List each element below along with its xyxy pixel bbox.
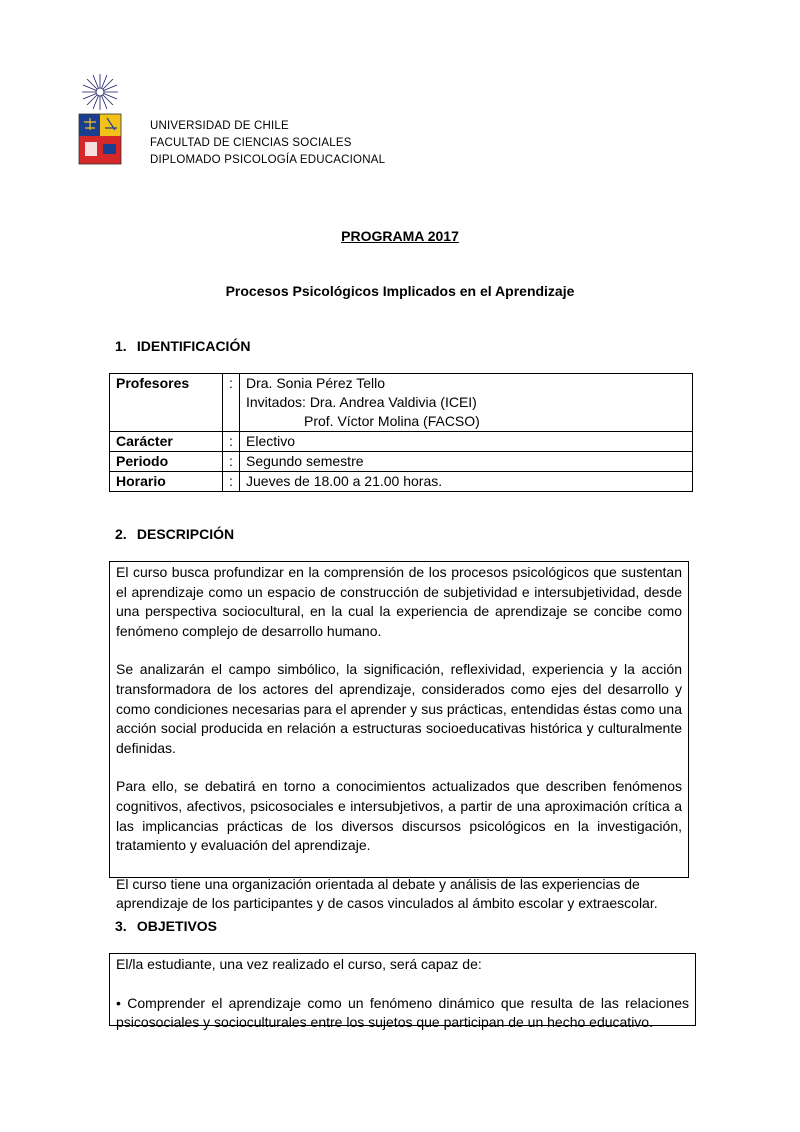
objective-bullet: • Comprender el aprendizaje como un fenómeno dinámico que resulta de las relaciones psicosociales y socioculturales entre los sujetos que participan de un hecho educativo. (116, 994, 689, 1031)
colon: : (223, 472, 240, 492)
star-emblem-icon (82, 74, 118, 110)
university-logo (77, 72, 123, 170)
periodo-value: Segundo semestre (240, 452, 693, 472)
diploma-name: DIPLOMADO PSICOLOGÍA EDUCACIONAL (150, 154, 386, 166)
description-paragraph: Se analizarán el campo simbólico, la significación, reflexividad, experiencia y la acción transformadora de los actores del aprendizaje, considerados como ejes del desarrollo y como condiciones necesarias para el aprender y sus prácticas, entendidas éstas como una acción social producida en relación a estructuras socioeducativas histórica y culturalmente definidas. (116, 661, 682, 756)
table-row (110, 374, 693, 432)
institution-header (150, 118, 385, 169)
program-title: PROGRAMA 2017 (341, 228, 459, 244)
objectives-box (109, 953, 696, 1031)
caracter-label: Carácter (110, 432, 223, 452)
guest-professor-2: Prof. Víctor Molina (FACSO) (304, 413, 480, 429)
description-paragraph: El curso busca profundizar en la comprensión de los procesos psicológicos que sustentan el aprendizaje como un espacio de construcción de subjetividad e intersubjetividad, desde una perspectiva sociocultural, en la cual la experiencia de aprendizaje se concibe como fenómeno complejo de desarrollo humano. (116, 564, 682, 639)
shield-icon (79, 114, 121, 164)
table-row (110, 472, 693, 492)
caracter-value: Electivo (240, 432, 693, 452)
table-row (110, 432, 693, 452)
identification-table (109, 373, 693, 492)
profesores-label: Profesores (110, 374, 223, 432)
section-number: 3. (115, 918, 127, 934)
colon: : (223, 374, 240, 432)
horario-label: Horario (110, 472, 223, 492)
description-paragraph: Para ello, se debatirá en torno a conocimientos actualizados que describen fenómenos cognitivos, afectivos, psicosociales e intersubjetivos, a partir de una aproximación crítica a las implicancias prácticas de los diversos discursos psicológicos en la investigación, tratamiento y evaluación del aprendizaje. (116, 778, 682, 854)
guest-professor-1: Invitados: Dra. Andrea Valdivia (ICEI) (246, 394, 477, 410)
identification-heading (115, 338, 250, 354)
colon: : (223, 452, 240, 472)
course-title: Procesos Psicológicos Implicados en el Aprendizaje (225, 283, 575, 299)
section-number: 2. (115, 526, 127, 542)
description-box (109, 561, 689, 912)
faculty-name: FACULTAD DE CIENCIAS SOCIALES (150, 137, 352, 149)
colon: : (223, 432, 240, 452)
description-heading (115, 526, 234, 542)
periodo-label: Periodo (110, 452, 223, 472)
university-name: UNIVERSIDAD DE CHILE (150, 120, 289, 132)
section-title: OBJETIVOS (136, 918, 218, 934)
table-row (110, 452, 693, 472)
objectives-heading (115, 918, 217, 934)
horario-value: Jueves de 18.00 a 21.00 horas. (240, 472, 693, 492)
description-paragraph: El curso tiene una organización orientada al debate y análisis de las experiencias de aprendizaje de los participantes y de casos vinculados al ámbito escolar y extraescolar. (116, 875, 658, 912)
section-title: IDENTIFICACIÓN (136, 338, 251, 354)
professor-main: Dra. Sonia Pérez Tello (246, 375, 386, 391)
section-number: 1. (115, 338, 127, 354)
section-title: DESCRIPCIÓN (136, 526, 235, 542)
profesores-value (240, 374, 693, 432)
objectives-intro: El/la estudiante, una vez realizado el curso, será capaz de: (116, 956, 482, 972)
